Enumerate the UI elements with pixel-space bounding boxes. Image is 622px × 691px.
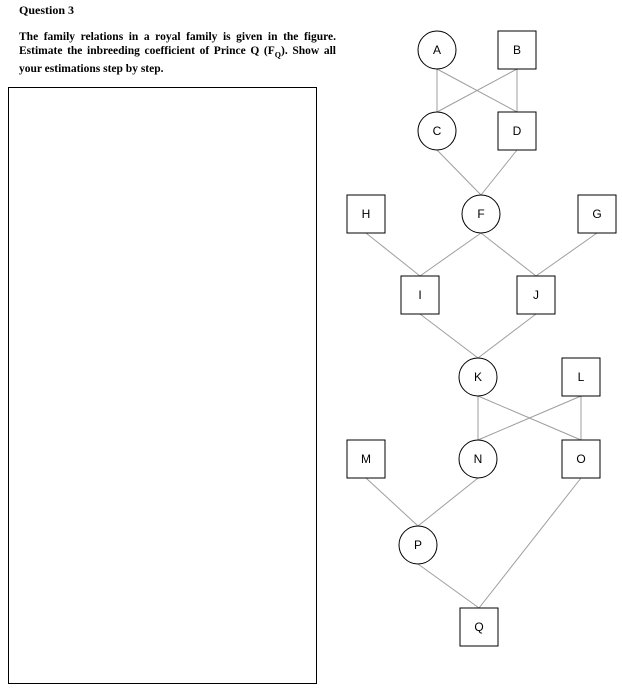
edge-f-i bbox=[420, 233, 481, 276]
node-g-male bbox=[578, 195, 616, 233]
node-m-label: M bbox=[361, 452, 371, 466]
edge-m-p bbox=[366, 478, 418, 526]
node-p-label: P bbox=[413, 538, 423, 552]
node-c-female bbox=[418, 112, 456, 150]
node-f-female bbox=[462, 195, 500, 233]
node-b-label: B bbox=[512, 43, 522, 57]
node-d-male bbox=[498, 112, 536, 150]
pedigree-edges bbox=[366, 69, 597, 608]
node-j-male bbox=[517, 276, 555, 314]
node-d-label: D bbox=[512, 124, 522, 138]
node-m-male bbox=[347, 440, 385, 478]
node-b-male bbox=[498, 31, 536, 69]
node-h-male bbox=[347, 195, 385, 233]
question-text-end: ). Show all your estimations step by step. bbox=[19, 45, 336, 76]
node-o-male bbox=[562, 440, 600, 478]
node-k-female bbox=[459, 358, 497, 396]
node-q-male bbox=[460, 608, 498, 646]
node-n-label: N bbox=[473, 452, 483, 466]
node-c-label: C bbox=[432, 124, 442, 138]
node-a-label: A bbox=[432, 43, 442, 57]
node-i-label: I bbox=[418, 288, 422, 302]
question-subscript: Q bbox=[274, 50, 282, 60]
node-f-label: F bbox=[477, 207, 485, 221]
edge-i-k bbox=[420, 314, 478, 358]
node-a-female bbox=[418, 31, 456, 69]
node-h-label: H bbox=[361, 207, 371, 221]
node-k-label: K bbox=[473, 370, 483, 384]
node-n-female bbox=[459, 440, 497, 478]
pedigree-nodes bbox=[347, 31, 616, 646]
node-l-label: L bbox=[577, 370, 585, 384]
node-l-male bbox=[562, 358, 600, 396]
edge-p-q bbox=[418, 564, 479, 608]
edge-d-f bbox=[481, 150, 517, 195]
edge-j-k bbox=[478, 314, 536, 358]
question-title: Question 3 bbox=[19, 3, 75, 17]
node-o-label: O bbox=[576, 452, 586, 466]
node-g-label: G bbox=[592, 207, 602, 221]
node-i-male bbox=[401, 276, 439, 314]
edge-g-j bbox=[536, 233, 597, 276]
edge-h-i bbox=[366, 233, 420, 276]
node-p-female bbox=[399, 526, 437, 564]
edge-f-j bbox=[481, 233, 536, 276]
edge-c-f bbox=[437, 150, 481, 195]
edge-n-p bbox=[418, 478, 478, 526]
edge-o-q bbox=[479, 478, 581, 608]
node-q-label: Q bbox=[474, 620, 484, 634]
question-text-main: The family relations in a royal family is given in the figure. Estimate the inbreeding coefficient of Prince Q (F bbox=[19, 31, 336, 57]
node-j-label: J bbox=[533, 288, 539, 302]
